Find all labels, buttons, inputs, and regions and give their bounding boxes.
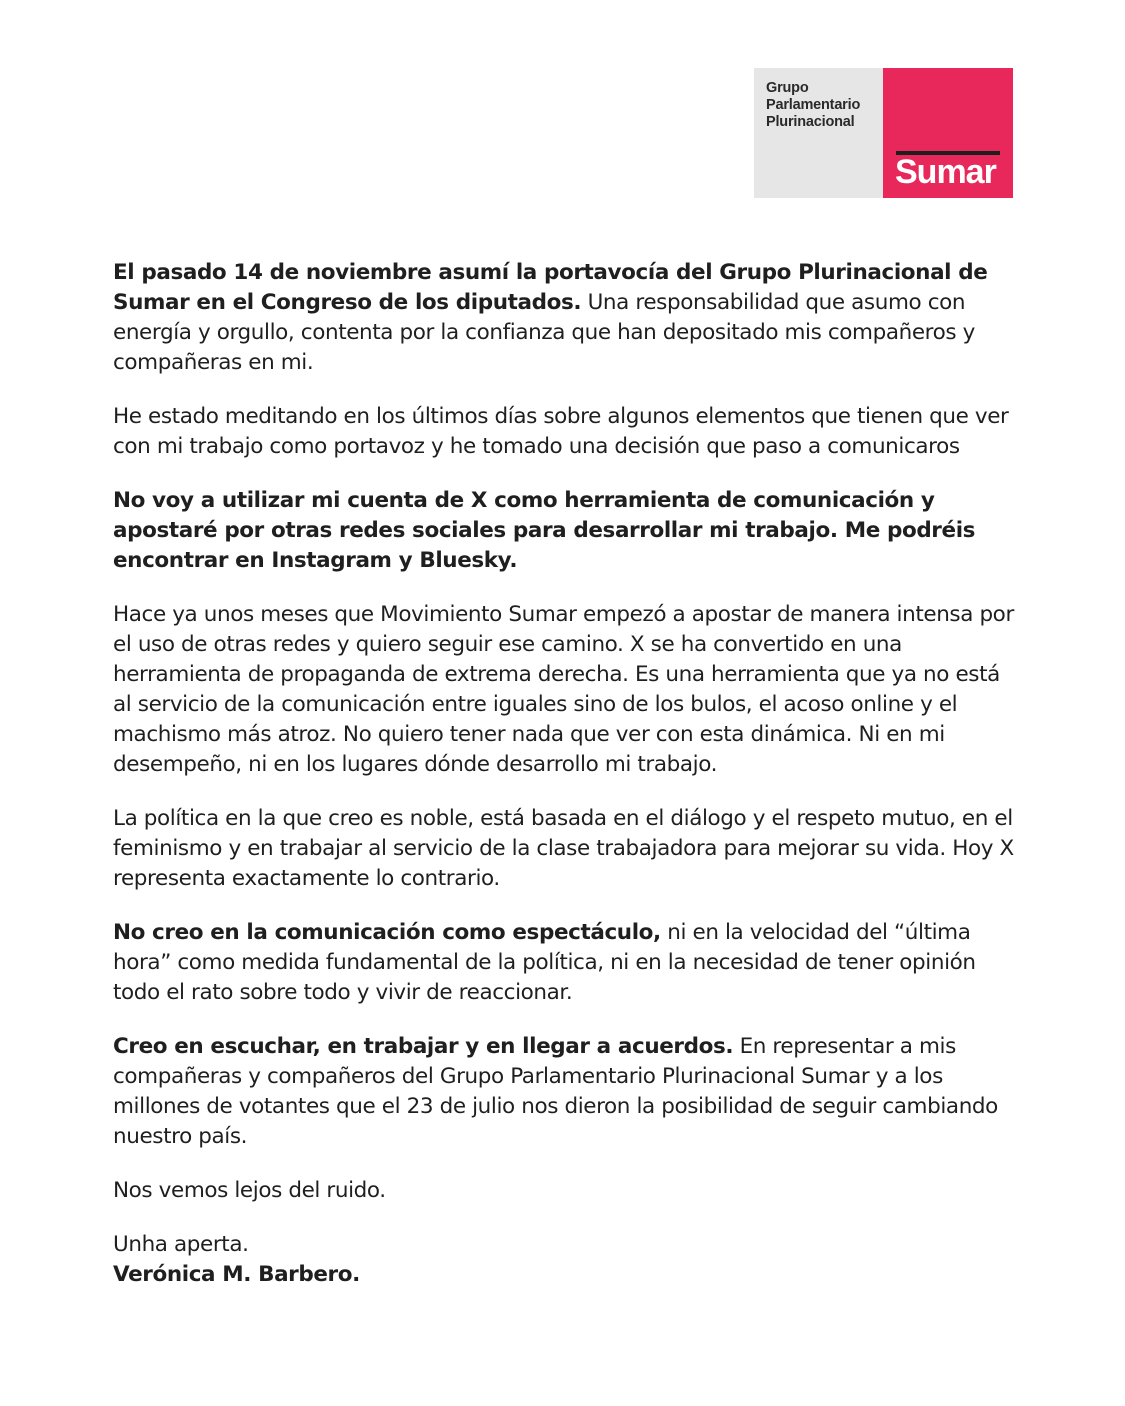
paragraph-2-text: He estado meditando en los últimos días sobre algunos elementos que tienen que ver con mi trabajo como portavoz y he tomado una decisión que paso a comunicaros xyxy=(113,404,1009,459)
sumar-logo xyxy=(754,68,1013,198)
closing xyxy=(113,1230,1018,1290)
paragraph-8-text: Nos vemos lejos del ruido. xyxy=(113,1178,386,1203)
paragraph-5-text: La política en la que creo es noble, está basada en el diálogo y el respeto mutuo, en el feminismo y en trabajar al servicio de la clase trabajadora para mejorar su vida. Hoy X representa exactamente lo contrario. xyxy=(113,806,1014,891)
paragraph-7-text: En representar a mis compañeras y compañeros del Grupo Parlamentario Plurinacional Sumar y a los millones de votantes que el 23 de julio nos dieron la posibilidad de seguir cambiando nuestro país. xyxy=(113,1034,998,1149)
signature-name: Verónica M. Barbero. xyxy=(113,1262,360,1287)
paragraph-3-bold: No voy a utilizar mi cuenta de X como herramienta de comunicación y apostaré por otras redes sociales para desarrollar mi trabajo. Me podréis encontrar en Instagram y Bluesky. xyxy=(113,488,976,573)
paragraph-7 xyxy=(113,1032,1018,1152)
letter-body xyxy=(113,258,1018,1290)
logo-brand-block xyxy=(883,68,1013,198)
paragraph-8 xyxy=(113,1176,1018,1206)
logo-brand-text: Sumar xyxy=(895,153,996,191)
paragraph-1 xyxy=(113,258,1018,378)
paragraph-4 xyxy=(113,600,1018,780)
paragraph-4-text: Hace ya unos meses que Movimiento Sumar empezó a apostar de manera intensa por el uso de otras redes y quiero seguir ese camino. X se ha convertido en una herramienta de propaganda de extrema derecha. Es una herramienta que ya no está al servicio de la comunicación entre iguales sino de los bulos, el acoso online y el machismo más atroz. No quiero tener nada que ver con esta dinámica. Ni en mi desempeño, ni en los lugares dónde desarrollo mi trabajo. xyxy=(113,602,1014,777)
logo-line-1: Grupo xyxy=(766,80,809,96)
logo-line-3: Plurinacional xyxy=(766,114,855,130)
paragraph-3 xyxy=(113,486,1018,576)
paragraph-6 xyxy=(113,918,1018,1008)
signature xyxy=(113,1260,1018,1290)
logo-line-2: Parlamentario xyxy=(766,97,861,113)
paragraph-6-text: ni en la velocidad del “última hora” como medida fundamental de la política, ni en la necesidad de tener opinión todo el rato sobre todo y vivir de reaccionar. xyxy=(113,920,976,1005)
farewell: Unha aperta. xyxy=(113,1232,249,1257)
paragraph-6-bold: No creo en la comunicación como espectáculo, xyxy=(113,920,661,945)
paragraph-5 xyxy=(113,804,1018,894)
paragraph-1-text: Una responsabilidad que asumo con energía y orgullo, contenta por la confianza que han depositado mis compañeros y compañeras en mi. xyxy=(113,290,975,375)
paragraph-7-bold: Creo en escuchar, en trabajar y en llegar a acuerdos. xyxy=(113,1034,734,1059)
paragraph-2 xyxy=(113,402,1018,462)
paragraph-1-bold: El pasado 14 de noviembre asumí la portavocía del Grupo Plurinacional de Sumar en el Congreso de los diputados. xyxy=(113,260,988,315)
logo-group-name xyxy=(754,68,883,198)
